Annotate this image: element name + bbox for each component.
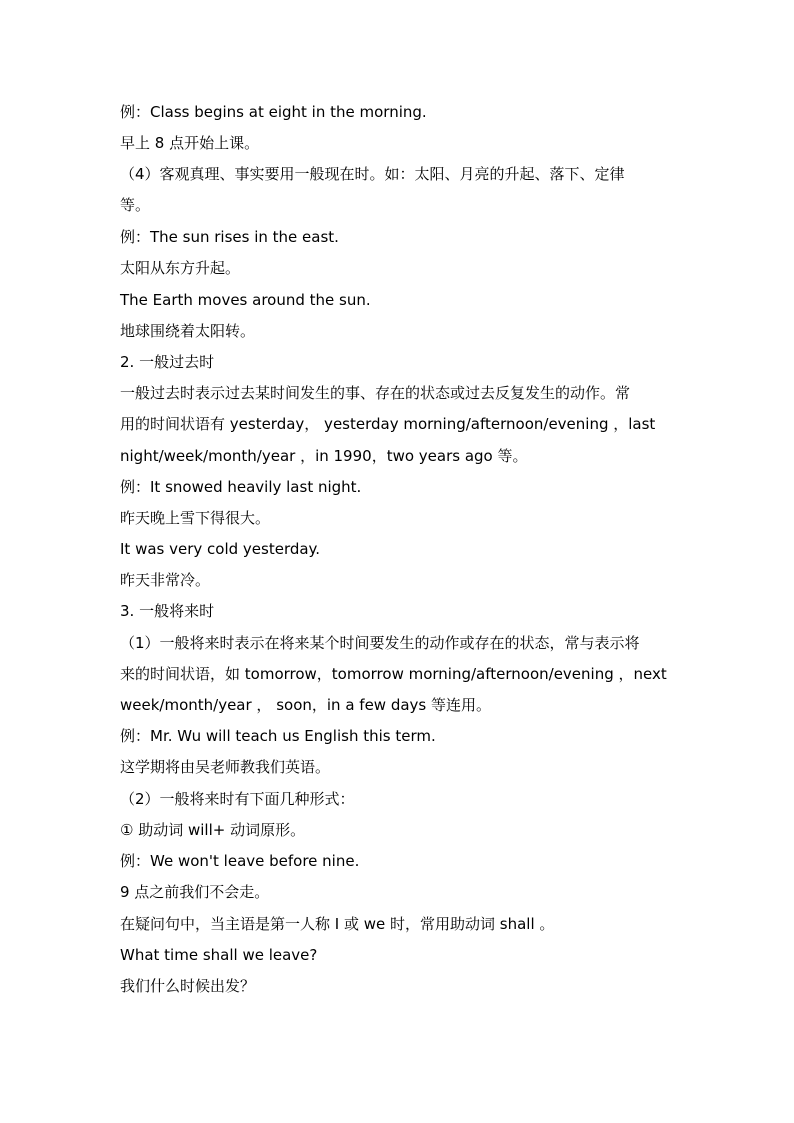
- example-snowed: 例：It snowed heavily last night.: [120, 478, 362, 496]
- past-tense-definition: 一般过去时表示过去某时间发生的事、存在的状态或过去反复发生的动作。常: [120, 384, 631, 402]
- translation-cold: 昨天非常冷。: [120, 571, 211, 589]
- translation-sun-rises: 太阳从东方升起。: [120, 259, 241, 277]
- example-cold: It was very cold yesterday.: [120, 540, 321, 558]
- translation-leave-before-nine: 9 点之前我们不会走。: [120, 883, 270, 901]
- future-tense-adverbials-2: week/month/year ， soon，in a few days 等连用。: [120, 696, 492, 714]
- future-tense-definition: （1）一般将来时表示在将来某个时间要发生的动作或存在的状态，常与表示将: [120, 634, 640, 652]
- rule-4-heading: （4）客观真理、事实要用一般现在时。如：太阳、月亮的升起、落下、定律: [120, 165, 625, 183]
- example-shall-leave: What time shall we leave?: [120, 946, 318, 964]
- form-1-will: ① 助动词 will+ 动词原形。: [120, 821, 306, 839]
- translation-earth-moves: 地球围绕着太阳转。: [120, 322, 256, 340]
- shall-rule: 在疑问句中，当主语是第一人称 I 或 we 时，常用助动词 shall 。: [120, 915, 555, 933]
- future-tense-adverbials-1: 来的时间状语，如 tomorrow，tomorrow morning/afternoon/evening ，next: [120, 665, 667, 683]
- section-3-heading: 3. 一般将来时: [120, 602, 215, 620]
- rule-4-continued: 等。: [120, 196, 151, 214]
- example-sun-rises: 例：The sun rises in the east.: [120, 228, 339, 246]
- translation-snowed: 昨天晚上雪下得很大。: [120, 509, 271, 527]
- section-2-heading: 2. 一般过去时: [120, 353, 215, 371]
- translation-shall-leave: 我们什么时候出发？: [120, 977, 256, 995]
- example-mr-wu: 例：Mr. Wu will teach us English this term.: [120, 727, 436, 745]
- example-class-begins: 例：Class begins at eight in the morning.: [120, 103, 427, 121]
- past-tense-adverbials-2: night/week/month/year ，in 1990，two years ago 等。: [120, 447, 528, 465]
- translation-class-begins: 早上 8 点开始上课。: [120, 134, 260, 152]
- example-leave-before-nine: 例：We won't leave before nine.: [120, 852, 360, 870]
- example-earth-moves: The Earth moves around the sun.: [120, 291, 371, 309]
- translation-mr-wu: 这学期将由吴老师教我们英语。: [120, 758, 331, 776]
- past-tense-adverbials-1: 用的时间状语有 yesterday， yesterday morning/afternoon/evening ，last: [120, 415, 656, 433]
- future-forms-heading: （2）一般将来时有下面几种形式：: [120, 790, 355, 808]
